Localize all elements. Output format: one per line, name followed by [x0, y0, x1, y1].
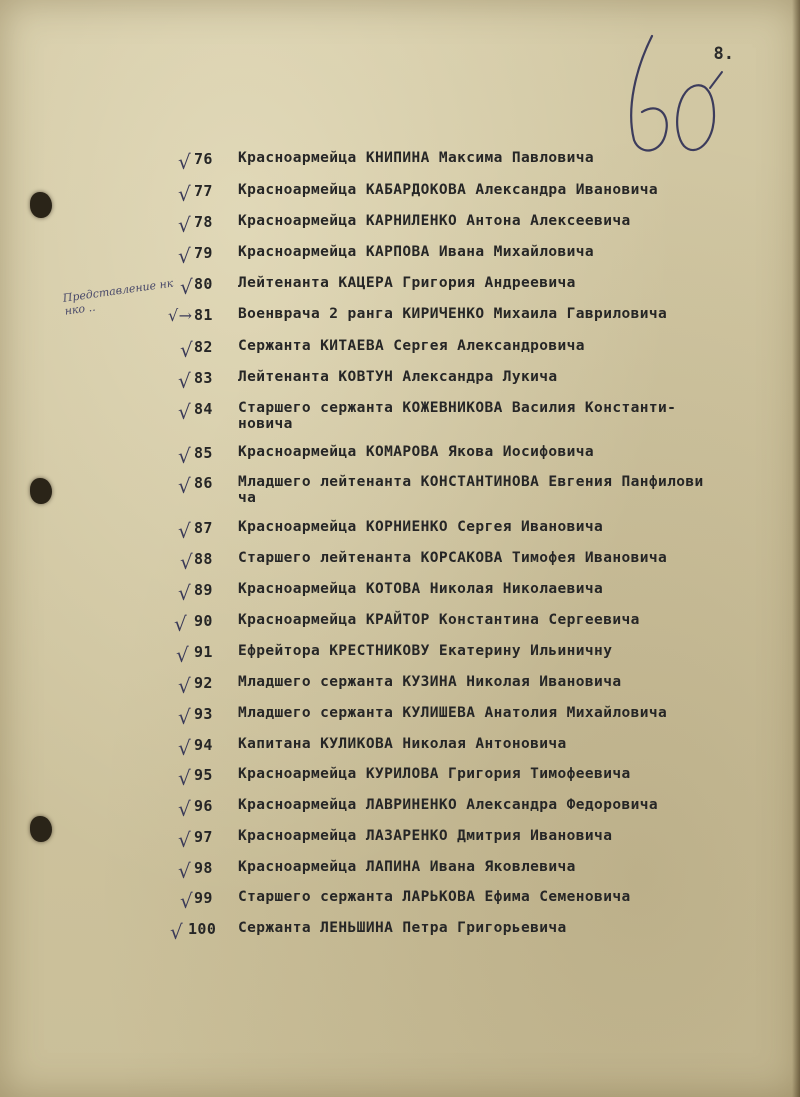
- entry-number: 83: [194, 369, 213, 387]
- entry-number: 94: [194, 736, 213, 754]
- check-mark-icon: √→: [168, 306, 193, 325]
- entry-text: Красноармейца КАБАРДОКОВА Александра Ивановича: [238, 182, 658, 198]
- entry-text: Красноармейца КРАЙТОР Константина Сергеевича: [238, 612, 640, 628]
- entry-number: 86: [194, 474, 213, 492]
- check-mark-icon: √: [180, 889, 194, 913]
- entry-number: 92: [194, 674, 213, 692]
- check-mark-icon: √: [178, 766, 192, 790]
- entry-number: 99: [194, 889, 213, 907]
- entry-text: Сержанта ЛЕНЬШИНА Петра Григорьевича: [238, 920, 567, 936]
- check-mark-icon: √: [178, 705, 192, 729]
- check-mark-icon: √: [178, 369, 192, 393]
- entry-text: Красноармейца ЛАПИНА Ивана Яковлевича: [238, 859, 576, 875]
- check-mark-icon: √: [176, 643, 190, 667]
- entry-number: 88: [194, 550, 213, 568]
- check-mark-icon: √: [178, 444, 192, 468]
- check-mark-icon: √: [178, 736, 192, 760]
- entry-number: 76: [194, 150, 213, 168]
- check-mark-icon: √: [178, 674, 192, 698]
- check-mark-icon: √: [180, 550, 194, 574]
- check-mark-icon: √: [178, 150, 192, 174]
- entry-text: Младшего лейтенанта КОНСТАНТИНОВА Евгения Панфилови ча: [238, 474, 704, 506]
- entry-text: Красноармейца КОМАРОВА Якова Иосифовича: [238, 444, 595, 460]
- entry-text: Военврача 2 ранга КИРИЧЕНКО Михаила Гавриловича: [238, 306, 668, 322]
- entry-text: Младшего сержанта КУЗИНА Николая Ивановича: [238, 674, 622, 690]
- entry-number: 90: [194, 612, 213, 630]
- check-mark-icon: √: [174, 612, 188, 636]
- check-mark-icon: √: [178, 244, 192, 268]
- entry-number: 79: [194, 244, 213, 262]
- entry-text: Младшего сержанта КУЛИШЕВА Анатолия Михайловича: [238, 705, 668, 721]
- entry-text: Красноармейца КНИПИНА Максима Павловича: [238, 150, 595, 166]
- check-mark-icon: √: [170, 920, 184, 944]
- check-mark-icon: √: [178, 519, 192, 543]
- entry-number: 96: [194, 797, 213, 815]
- entry-number: 98: [194, 859, 213, 877]
- entry-number: 78: [194, 213, 213, 231]
- entry-number: 93: [194, 705, 213, 723]
- entry-number: 82: [194, 338, 213, 356]
- entry-number: 84: [194, 400, 213, 418]
- entry-text: Красноармейца КАРНИЛЕНКО Антона Алексеевича: [238, 213, 631, 229]
- entry-number: 87: [194, 519, 213, 537]
- entry-number: 85: [194, 444, 213, 462]
- entry-text: Лейтенанта КАЦЕРА Григория Андреевича: [238, 275, 576, 291]
- entry-text: Капитана КУЛИКОВА Николая Антоновича: [238, 736, 567, 752]
- entry-number: 95: [194, 766, 213, 784]
- entry-text: Лейтенанта КОВТУН Александра Лукича: [238, 369, 558, 385]
- handwritten-number-text: 60: [618, 28, 619, 29]
- check-mark-icon: √: [178, 828, 192, 852]
- entry-text: Ефрейтора КРЕСТНИКОВУ Екатерину Ильиничну: [238, 643, 613, 659]
- entry-number: 97: [194, 828, 213, 846]
- entry-text: Красноармейца КОТОВА Николая Николаевича: [238, 581, 604, 597]
- entry-number: 77: [194, 182, 213, 200]
- entry-text: Красноармейца КАРПОВА Ивана Михайловича: [238, 244, 595, 260]
- check-mark-icon: √: [178, 797, 192, 821]
- check-mark-icon: √: [178, 859, 192, 883]
- check-mark-icon: √: [178, 182, 192, 206]
- entry-text: Сержанта КИТАЕВА Сергея Александровича: [238, 338, 585, 354]
- entry-text: Красноармейца КОРНИЕНКО Сергея Ивановича: [238, 519, 604, 535]
- entry-text: Красноармейца ЛАВРИНЕНКО Александра Федоровича: [238, 797, 658, 813]
- check-mark-icon: √: [178, 581, 192, 605]
- entry-text: Красноармейца КУРИЛОВА Григория Тимофеевича: [238, 766, 631, 782]
- entry-number: 80: [194, 275, 213, 293]
- check-mark-icon: √: [180, 338, 194, 362]
- check-mark-icon: √: [178, 474, 192, 498]
- entry-text: Старшего сержанта КОЖЕВНИКОВА Василия Константи- новича: [238, 400, 677, 432]
- entry-text: Красноармейца ЛАЗАРЕНКО Дмитрия Ивановича: [238, 828, 613, 844]
- check-mark-icon: √: [180, 275, 194, 299]
- entry-number: 89: [194, 581, 213, 599]
- entry-number: 100: [188, 920, 217, 938]
- entry-number: 81: [194, 306, 213, 324]
- margin-handwritten-note: Представление нк нко ..: [62, 276, 175, 318]
- page-number: 8.: [713, 44, 734, 64]
- entry-text: Старшего сержанта ЛАРЬКОВА Ефима Семеновича: [238, 889, 631, 905]
- check-mark-icon: √: [178, 400, 192, 424]
- entry-number: 91: [194, 643, 213, 661]
- entry-text: Старшего лейтенанта КОРСАКОВА Тимофея Ивановича: [238, 550, 668, 566]
- check-mark-icon: √: [178, 213, 192, 237]
